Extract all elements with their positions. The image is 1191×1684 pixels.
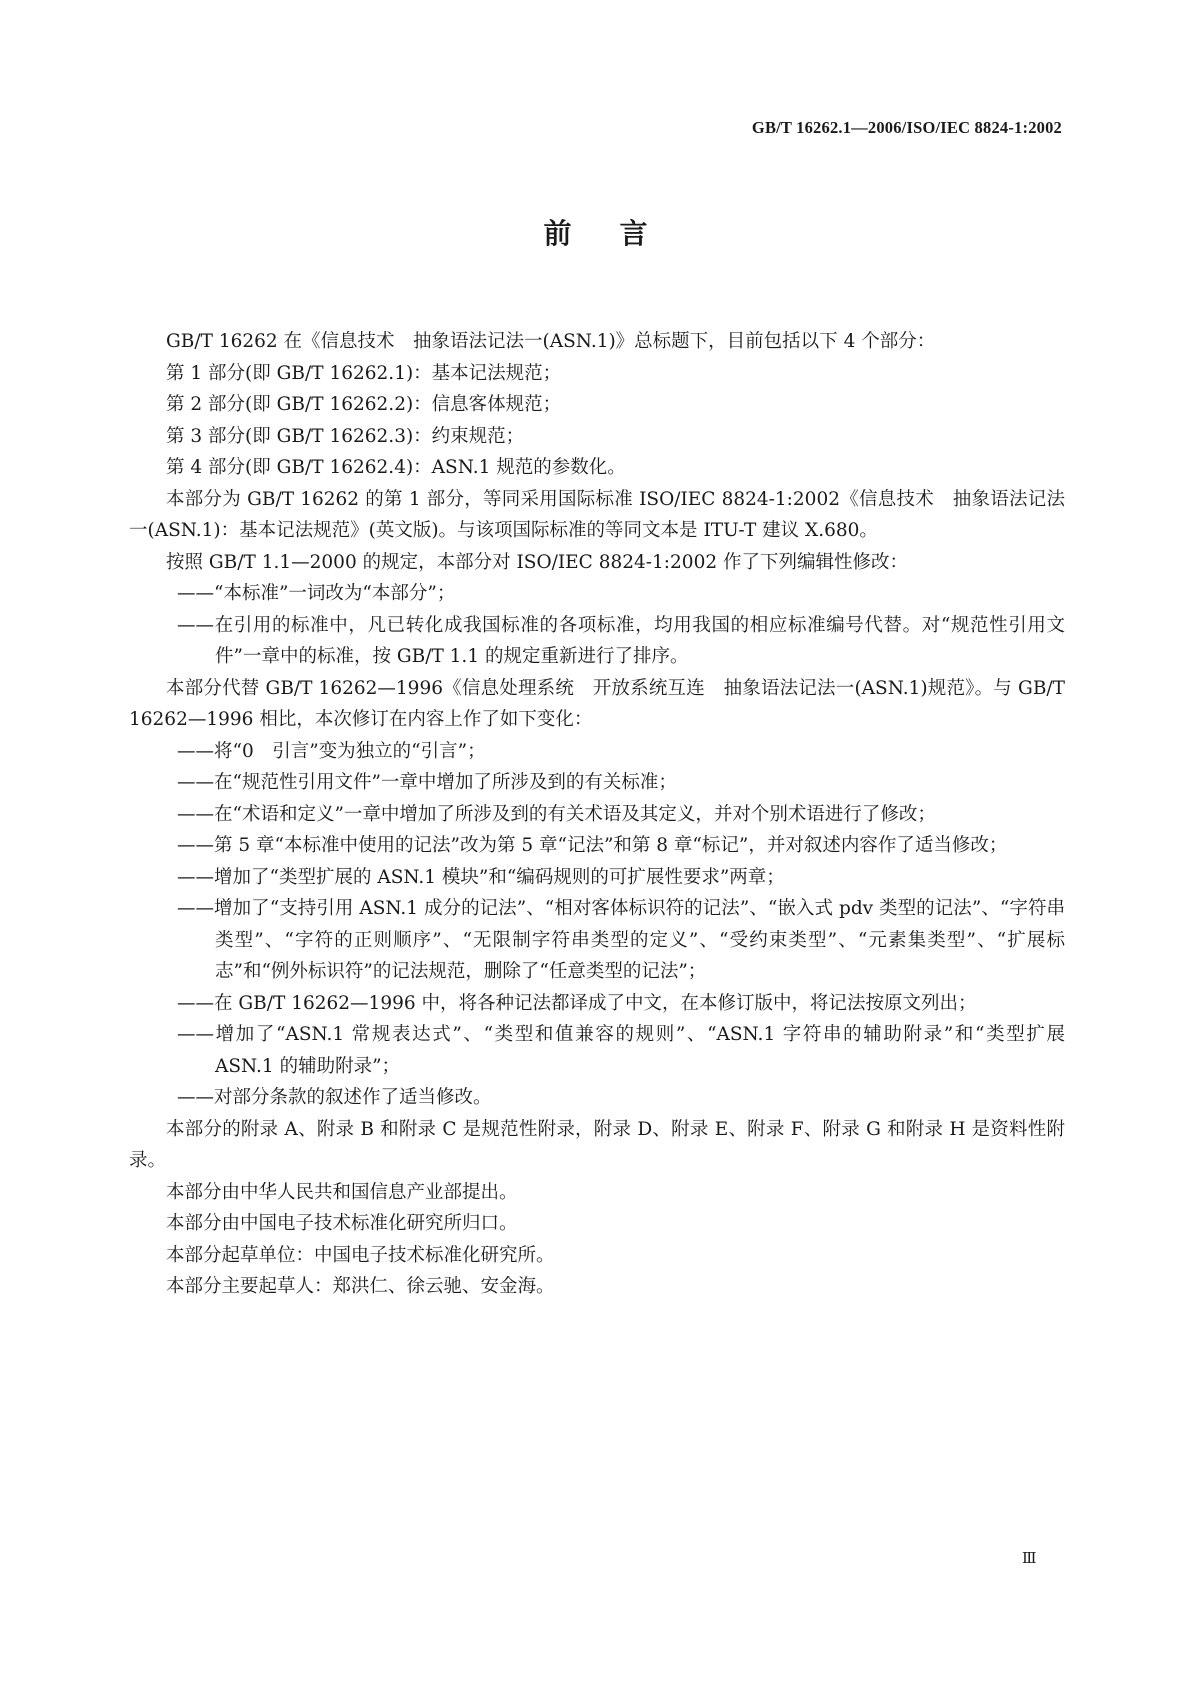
paragraph: 第 3 部分(即 GB/T 16262.3)：约束规范； bbox=[166, 425, 525, 447]
paragraph: 本部分为 GB/T 16262 的第 1 部分，等同采用国际标准 ISO/IEC 8824-1:2002《信息技术 抽象语法记法一(ASN.1)：基本记法规范》(英文版)。与该项国际标准的等同文本是 ITU-T 建议 X.680。 bbox=[129, 488, 1065, 541]
paragraph: 本部分由中华人民共和国信息产业部提出。 bbox=[166, 1181, 518, 1203]
paragraph: 第 1 部分(即 GB/T 16262.1)：基本记法规范； bbox=[166, 362, 562, 384]
paragraph: 本部分主要起草人：郑洪仁、徐云驰、安金海。 bbox=[166, 1276, 555, 1297]
paragraph: 本部分的附录 A、附录 B 和附录 C 是规范性附录，附录 D、附录 E、附录 F、附录 G 和附录 H 是资料性附录。 bbox=[129, 1118, 1065, 1171]
page-number: Ⅲ bbox=[1022, 1549, 1037, 1567]
standard-number-header: GB/T 16262.1—2006/ISO/IEC 8824-1:2002 bbox=[751, 118, 1062, 137]
page-title: 前言 bbox=[543, 217, 696, 250]
paragraph: 第 2 部分(即 GB/T 16262.2)：信息客体规范； bbox=[166, 394, 562, 415]
dash-list-item: ——在“规范性引用文件”一章中增加了所涉及到的有关标准； bbox=[177, 772, 677, 793]
dash-list-item: ——增加了“ASN.1 常规表达式”、“类型和值兼容的规则”、“ASN.1 字符串的辅助附录”和“类型扩展 ASN.1 的辅助附录”； bbox=[177, 1024, 1065, 1077]
dash-list-item: ——“本标准”一词改为“本部分”； bbox=[177, 583, 456, 604]
dash-list-item: ——将“0 引言”变为独立的“引言”； bbox=[177, 740, 486, 762]
dash-list-item: ——在引用的标准中，凡已转化成我国标准的各项标准，均用我国的相应标准编号代替。对“规范性引用文件”一章中的标准，按 GB/T 1.1 的规定重新进行了排序。 bbox=[177, 614, 1065, 667]
dash-list-item: ——增加了“支持引用 ASN.1 成分的记法”、“相对客体标识符的记法”、“嵌入式 pdv 类型的记法”、“字符串类型”、“字符的正则顺序”、“无限制字符串类型的定义”、“受约束类型”、“元素集类型”、“扩展标志”和“例外标识符”的记法规范，删除了“任意类型的记法”； bbox=[177, 898, 1065, 982]
paragraph: 按照 GB/T 1.1—2000 的规定，本部分对 ISO/IEC 8824-1:2002 作了下列编辑性修改： bbox=[166, 551, 908, 573]
paragraph: GB/T 16262 在《信息技术 抽象语法记法一(ASN.1)》总标题下，目前包括以下 4 个部分： bbox=[166, 331, 936, 352]
paragraph: 本部分代替 GB/T 16262—1996《信息处理系统 开放系统互连 抽象语法记法一(ASN.1)规范》。与 GB/T 16262—1996 相比，本次修订在内容上作了如下变化： bbox=[129, 677, 1065, 730]
dash-list-item: ——第 5 章“本标准中使用的记法”改为第 5 章“记法”和第 8 章“标记”，并对叙述内容作了适当修改； bbox=[177, 835, 1008, 856]
paragraph: 本部分起草单位：中国电子技术标准化研究所。 bbox=[166, 1244, 555, 1266]
dash-list-item: ——增加了“类型扩展的 ASN.1 模块”和“编码规则的可扩展性要求”两章； bbox=[177, 866, 785, 888]
dash-list-item: ——在 GB/T 16262—1996 中，将各种记法都译成了中文，在本修订版中，将记法按原文列出； bbox=[177, 992, 977, 1014]
paragraph: 本部分由中国电子技术标准化研究所归口。 bbox=[166, 1213, 518, 1234]
dash-list-item: ——在“术语和定义”一章中增加了所涉及到的有关术语及其定义，并对个别术语进行了修改； bbox=[177, 803, 936, 825]
paragraph: 第 4 部分(即 GB/T 16262.4)：ASN.1 规范的参数化。 bbox=[166, 457, 626, 478]
dash-list-item: ——对部分条款的叙述作了适当修改。 bbox=[177, 1087, 492, 1108]
preface-body bbox=[129, 326, 1065, 1303]
